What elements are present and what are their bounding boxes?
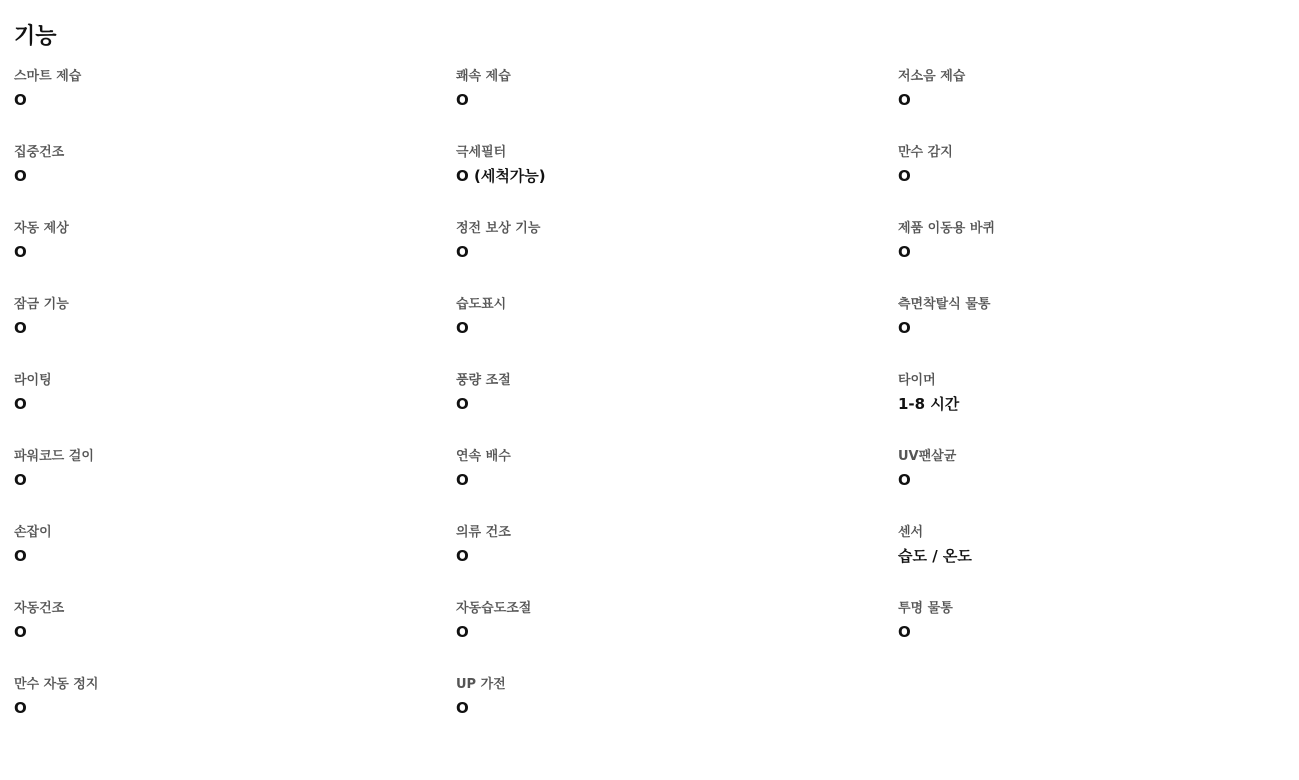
spec-item [14,220,456,296]
spec-item [898,296,1299,372]
spec-item [14,372,456,448]
spec-value: O [456,623,469,641]
spec-label: 타이머 [898,373,936,388]
spec-item [456,296,898,372]
spec-label: 잠금 기능 [14,297,69,312]
spec-label: 자동습도조절 [456,601,532,616]
spec-value: 1-8 시간 [898,395,960,413]
spec-grid [14,68,1285,752]
spec-label: 라이팅 [14,373,52,388]
spec-value: O [456,547,469,565]
spec-item [14,68,456,144]
spec-item [456,524,898,600]
spec-label: 측면착탈식 물통 [898,297,991,312]
spec-item [14,448,456,524]
spec-value: O [898,623,911,641]
spec-label: 집중건조 [14,145,65,160]
spec-value: O [898,243,911,261]
spec-item [14,600,456,676]
spec-item [898,144,1299,220]
spec-value: O [14,167,27,185]
spec-value: O [14,699,27,717]
spec-value: O [456,319,469,337]
spec-label: 투명 물통 [898,601,953,616]
spec-label: 손잡이 [14,525,52,540]
spec-label: UP 가전 [456,677,506,692]
spec-item [898,372,1299,448]
spec-value: O [14,395,27,413]
spec-item [14,676,456,752]
spec-value: O [456,243,469,261]
spec-value: O [456,699,469,717]
spec-item [456,676,898,752]
spec-label: 스마트 제습 [14,69,82,84]
spec-value: O [14,91,27,109]
spec-item [456,144,898,220]
spec-label: 만수 자동 정지 [14,677,99,692]
spec-item [456,600,898,676]
spec-label: 정전 보상 기능 [456,221,541,236]
spec-label: 저소음 제습 [898,69,966,84]
spec-value: O [898,91,911,109]
spec-item [898,448,1299,524]
spec-label: 센서 [898,525,924,540]
spec-label: UV팬살균 [898,449,957,464]
spec-label: 습도표시 [456,297,507,312]
spec-label: 자동 제상 [14,221,69,236]
spec-value: O [14,319,27,337]
spec-label: 만수 감지 [898,145,953,160]
spec-value: O [14,623,27,641]
spec-item [456,220,898,296]
spec-value: O [898,471,911,489]
spec-value: O (세척가능) [456,167,546,185]
spec-item [898,524,1299,600]
section-title: 기능 [14,24,57,49]
spec-label: 쾌속 제습 [456,69,511,84]
spec-value: O [898,319,911,337]
spec-item [14,144,456,220]
spec-item [456,68,898,144]
spec-value: O [14,471,27,489]
spec-label: 연속 배수 [456,449,511,464]
spec-label: 자동건조 [14,601,65,616]
spec-label: 극세필터 [456,145,507,160]
spec-value: O [898,167,911,185]
spec-item [14,524,456,600]
spec-label: 파워코드 걸이 [14,449,94,464]
spec-label: 풍량 조절 [456,373,511,388]
spec-label: 의류 건조 [456,525,511,540]
spec-item [898,600,1299,676]
spec-item [898,220,1299,296]
spec-item [456,372,898,448]
spec-label: 제품 이동용 바퀴 [898,221,995,236]
spec-value: O [456,91,469,109]
spec-value: O [14,243,27,261]
spec-item [898,68,1299,144]
spec-value: O [14,547,27,565]
spec-value: O [456,471,469,489]
spec-value: 습도 / 온도 [898,547,972,565]
spec-item [14,296,456,372]
spec-value: O [456,395,469,413]
spec-item [456,448,898,524]
